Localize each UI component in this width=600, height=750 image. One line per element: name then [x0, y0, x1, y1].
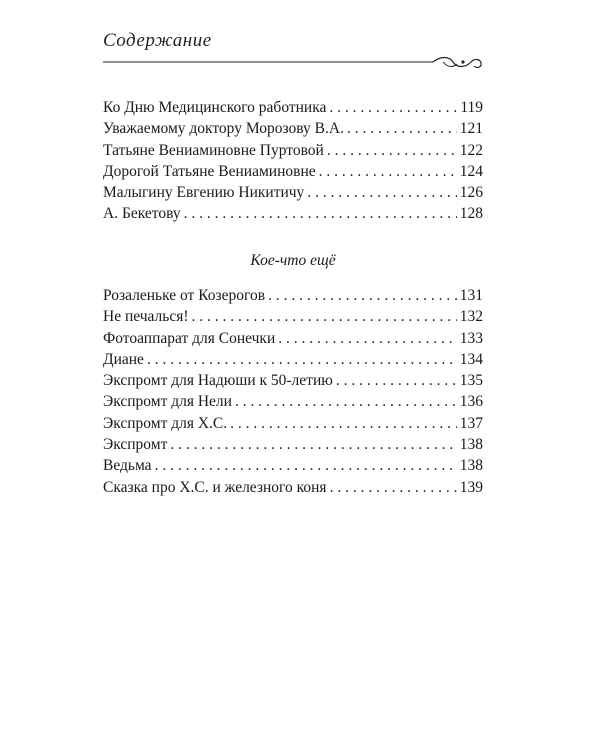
toc-entry-title: Уважаемому доктору Морозову В.А.	[103, 120, 344, 138]
toc-entry-title: Дорогой Татьяне Вениаминовне	[103, 162, 316, 180]
dot-leader	[336, 370, 457, 391]
dot-leader	[170, 434, 456, 455]
toc-entry-title: Диане	[103, 350, 144, 368]
toc-group-medical	[103, 97, 483, 225]
toc-entry[interactable]	[103, 391, 483, 412]
toc-entry[interactable]	[103, 97, 483, 118]
toc-entry-page: 135	[459, 372, 483, 390]
toc-entry-title: А. Бекетову	[103, 205, 181, 223]
toc-entry[interactable]	[103, 434, 483, 455]
toc-entry[interactable]	[103, 328, 483, 349]
toc-entry-page: 138	[459, 457, 483, 475]
toc-entry[interactable]	[103, 477, 483, 498]
toc-entry-title: Татьяне Вениаминовне Пуртовой	[103, 141, 324, 159]
dot-leader	[230, 413, 457, 434]
dot-leader	[327, 140, 457, 161]
toc-entry-title: Розаленьке от Козерогов	[103, 287, 266, 304]
toc-entry-page: 132	[459, 308, 483, 326]
toc-entry-page: 137	[459, 414, 483, 432]
toc-entry[interactable]	[103, 203, 483, 224]
section-heading: Кое-что ещё	[250, 252, 336, 269]
toc-entry-title: Экспромт	[103, 436, 168, 454]
dot-leader	[307, 182, 456, 203]
toc-entry-page: 134	[459, 350, 483, 368]
toc-entry-page: 138	[459, 436, 483, 454]
toc-entry[interactable]	[103, 118, 483, 139]
toc-entry-title: Сказка про Х.С. и железного коня	[103, 478, 327, 496]
toc-group-misc	[103, 285, 483, 498]
toc-entry-title: Экспромт для Х.С.	[103, 414, 228, 432]
toc-entry-page: 139	[459, 478, 483, 496]
dot-leader	[147, 349, 457, 370]
toc-entry-title: Не печалься!	[103, 308, 189, 326]
toc-entry-page: 121	[459, 120, 483, 138]
toc-entry-title: Экспромт для Надюши к 50-летию	[103, 372, 333, 390]
toc-entry[interactable]	[103, 455, 483, 476]
page-title: Содержание	[103, 30, 212, 51]
toc-entry[interactable]	[103, 140, 483, 161]
toc-entry[interactable]	[103, 306, 483, 327]
ornamental-rule-icon	[103, 52, 483, 80]
toc-entry-page: 119	[460, 99, 483, 116]
toc-entry[interactable]	[103, 413, 483, 434]
dot-leader	[347, 118, 457, 139]
toc-entry-page: 124	[459, 162, 483, 180]
dot-leader	[235, 391, 457, 412]
dot-leader	[155, 455, 457, 476]
toc-entry[interactable]	[103, 161, 483, 182]
toc-entry-page: 131	[459, 287, 483, 304]
toc-entry-title: Фотоаппарат для Сонечки	[103, 329, 276, 347]
dot-leader	[184, 203, 457, 224]
toc-entry-page: 133	[459, 329, 483, 347]
dot-leader	[268, 285, 457, 306]
toc-entry-title: Ведьма	[103, 457, 152, 475]
toc-entry-page: 126	[459, 184, 483, 202]
toc-entry[interactable]	[103, 349, 483, 370]
toc-entry-page: 136	[459, 393, 483, 411]
toc-entry-title: Ко Дню Медицинского работника	[103, 99, 327, 116]
toc-entry-title: Экспромт для Нели	[103, 393, 232, 411]
dot-leader	[329, 97, 457, 118]
dot-leader	[278, 328, 456, 349]
toc-entry[interactable]	[103, 285, 483, 306]
dot-leader	[319, 161, 457, 182]
toc-entry-title: Малыгину Евгению Никитичу	[103, 184, 305, 202]
dot-leader	[192, 306, 457, 327]
toc-entry[interactable]	[103, 182, 483, 203]
dot-leader	[330, 477, 457, 498]
toc-entry-page: 122	[459, 141, 483, 159]
toc-entry[interactable]	[103, 370, 483, 391]
toc-entry-page: 128	[459, 205, 483, 223]
